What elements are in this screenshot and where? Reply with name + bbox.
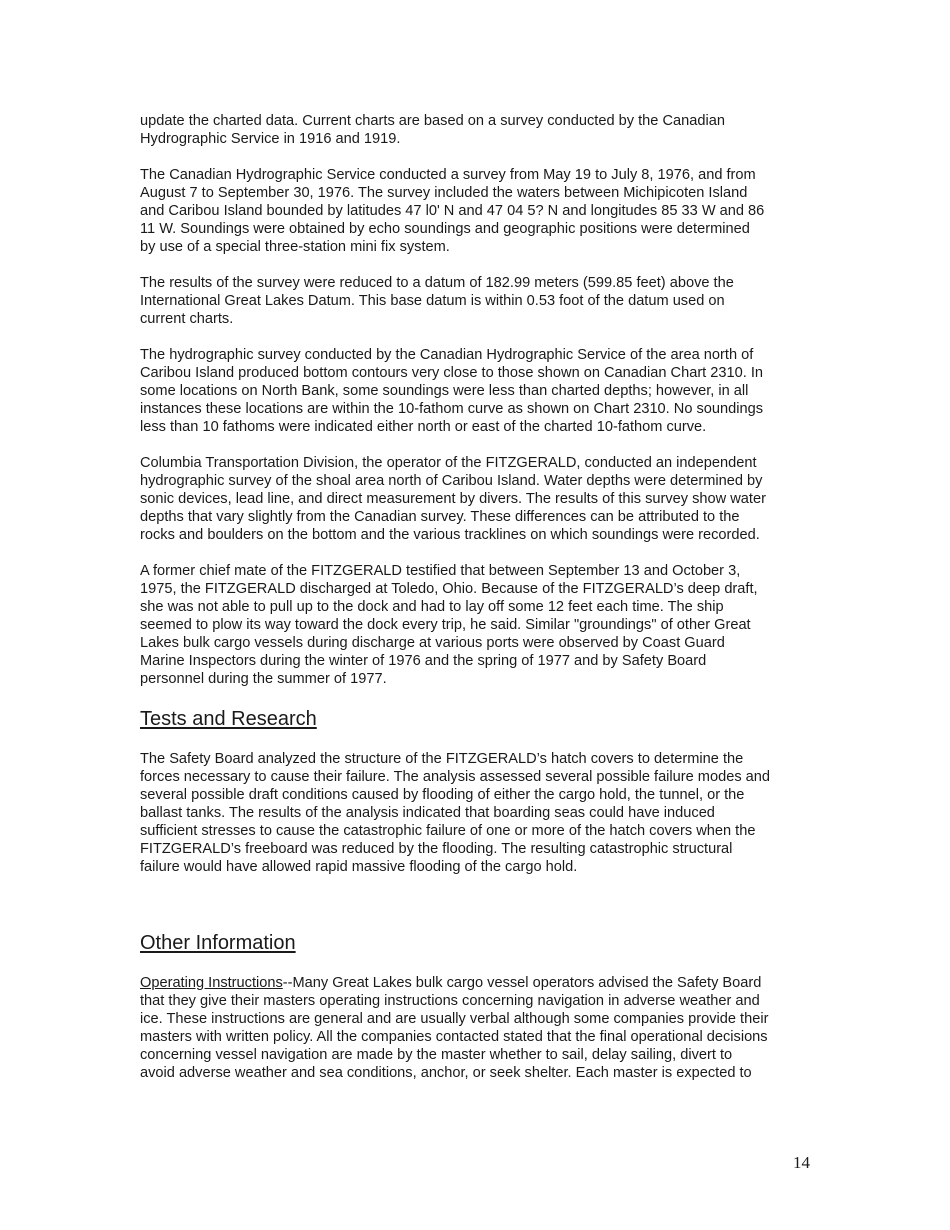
paragraph-hatch-cover-analysis: The Safety Board analyzed the structure of the FITZGERALD’s hatch covers to determine the forces necessary to cause their failure. The analysis assessed several possible failure modes and several possible draft conditions caused by flooding of either the cargo hold, the tunnel, or the ballast tanks. The results of the analysis indicated that boarding seas could have induced sufficient stresses to cause the catastrophic failure of one or more of the hatch covers when the FITZGERALD’s freeboard was reduced by the flooding. The resulting catastrophic structural failure would have allowed rapid massive flooding of the cargo hold.: [140, 751, 771, 875]
paragraph-survey-datum: The results of the survey were reduced to a datum of 182.99 meters (599.85 feet) above the International Great Lakes Datum. This base datum is within 0.53 foot of the datum used on current charts.: [140, 275, 734, 327]
operating-instructions-text: --Many Great Lakes bulk cargo vessel operators advised the Safety Board that they give their masters operating instructions concerning navigation in adverse weather and ice. These instructions are general and are usually verbal although some companies provide their masters with written policy. All the companies contacted stated that the final operational decisions concerning vessel navigation are made by the master whether to sail, delay sailing, divert to avoid adverse weather and sea conditions, anchor, or seek shelter. Each master is expected to: [140, 975, 769, 1081]
paragraph-operating-instructions: [140, 974, 820, 1082]
paragraph-survey-1976: The Canadian Hydrographic Service conducted a survey from May 19 to July 8, 1976, and from August 7 to September 30, 1976. The survey included the waters between Michipicoten Island and Caribou Island bounded by latitudes 47 l0' N and 47 04 5? N and longitudes 85 33 W and 86 11 W. Soundings were obtained by echo soundings and geographic positions were determined by use of a special three-station mini fix system.: [140, 167, 765, 255]
section-heading-tests-and-research: Tests and Research: [140, 708, 317, 730]
paragraph-charted-data: update the charted data. Current charts are based on a survey conducted by the Canadian Hydrographic Service in 1916 and 1919.: [140, 113, 725, 147]
section-heading-other-information: Other Information: [140, 932, 296, 954]
page-number: 14: [793, 1153, 810, 1172]
paragraph-bottom-contours: The hydrographic survey conducted by the Canadian Hydrographic Service of the area north of Caribou Island produced bottom contours very close to those shown on Canadian Chart 2310. In some locations on North Bank, some soundings were less than charted depths; however, in all instances these locations are within the 10-fathom curve as shown on Chart 2310. No soundings less than 10 fathoms were indicated either north or east of the charted 10-fathom curve.: [140, 347, 764, 435]
paragraph-columbia-survey: Columbia Transportation Division, the operator of the FITZGERALD, conducted an independent hydrographic survey of the shoal area north of Caribou Island. Water depths were determined by sonic devices, lead line, and direct measurement by divers. The results of this survey show water depths that vary slightly from the Canadian survey. These differences can be attributed to the rocks and boulders on the bottom and the various tracklines on which soundings were recorded.: [140, 455, 766, 543]
inline-heading-operating-instructions: Operating Instructions: [140, 975, 283, 991]
paragraph-chief-mate-testimony: A former chief mate of the FITZGERALD testified that between September 13 and October 3, 1975, the FITZGERALD discharged at Toledo, Ohio. Because of the FITZGERALD’s deep draft, she was not able to pull up to the dock and had to lay off some 12 feet each time. The ship seemed to plow its way toward the dock every trip, he said. Similar "groundings" of other Great Lakes bulk cargo vessels during discharge at various ports were observed by Coast Guard Marine Inspectors during the winter of 1976 and the spring of 1977 and by Safety Board personnel during the summer of 1977.: [140, 563, 758, 687]
document-page: [140, 112, 820, 1100]
